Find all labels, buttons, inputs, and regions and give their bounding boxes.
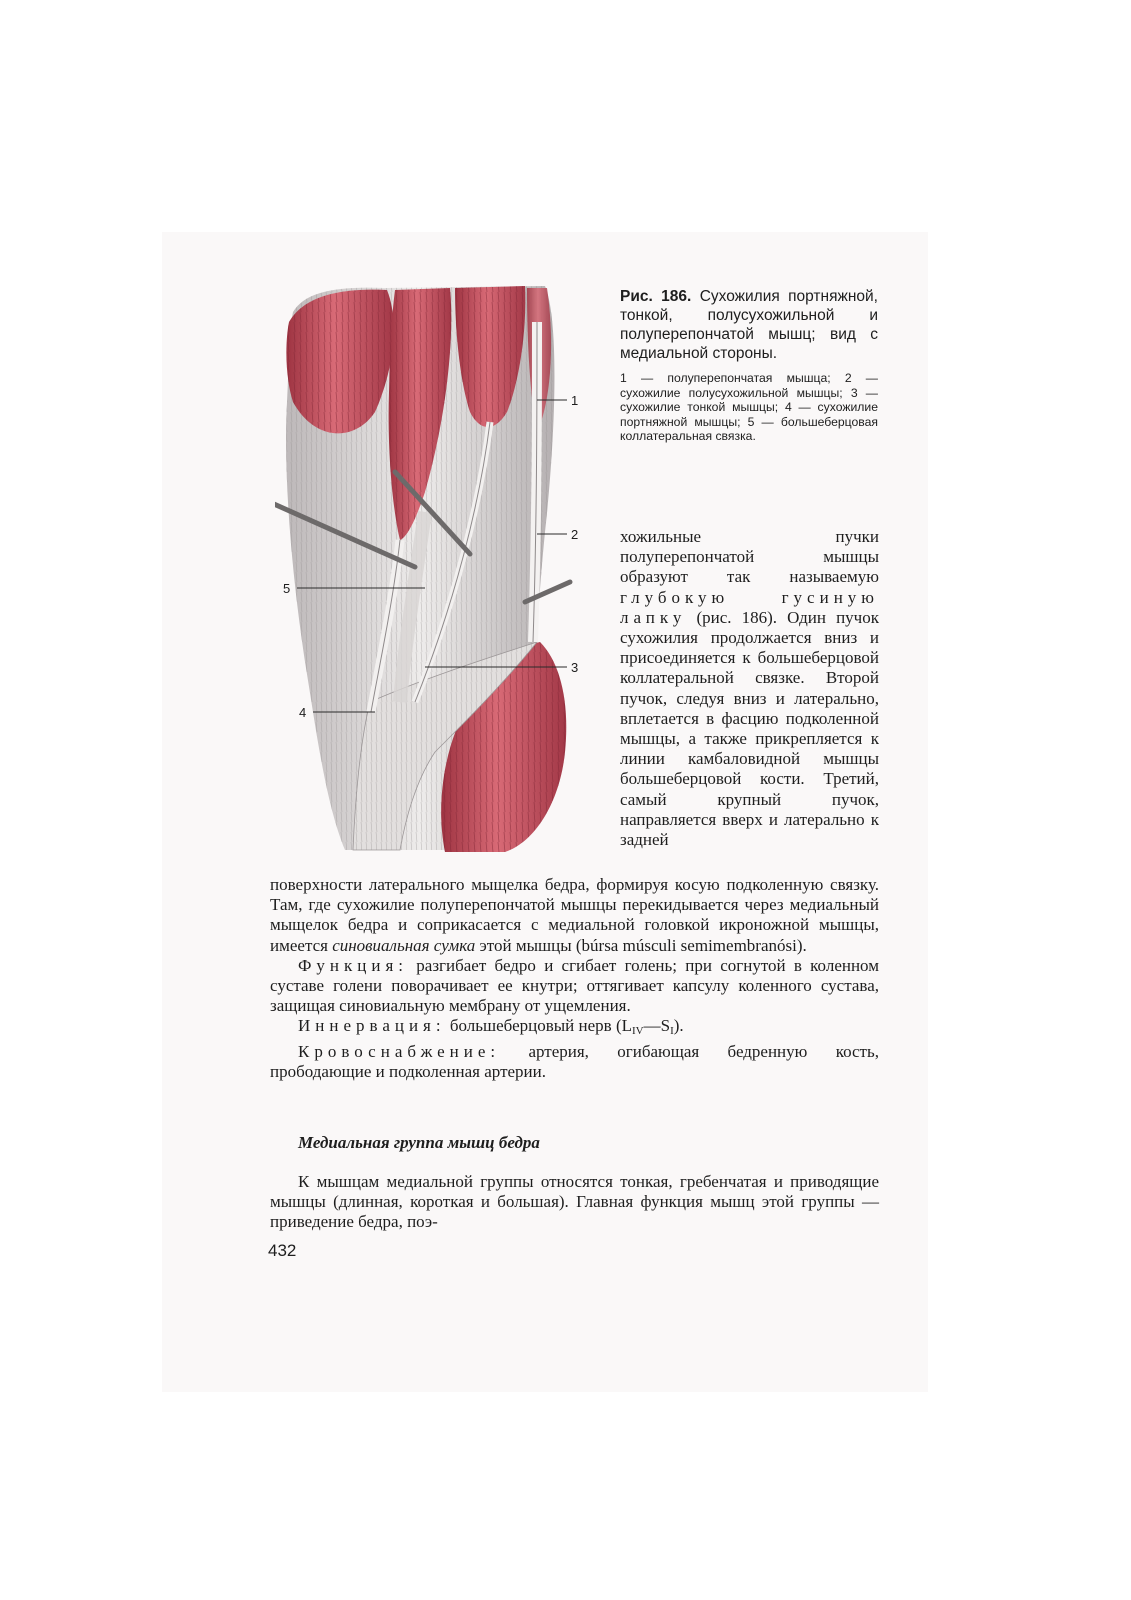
figure-caption-title [620, 287, 878, 363]
figure-legend: 1 — полуперепончатая мышца; 2 — сухожилие полусухожильной мышцы; 3 — сухожилие тонкой мышцы; 4 — сухожилие портняжной мышцы; 5 — большеберцовая коллатеральная связка. [620, 371, 878, 444]
page-number: 432 [268, 1241, 297, 1260]
function-label: Функция: [298, 955, 409, 975]
term-synovial-bursa: синовиальная сумка [332, 935, 476, 955]
function-paragraph [270, 956, 879, 1017]
figure-title: Сухожилия портняжной, тонкой, полусухожильной и полуперепончатой мышц; вид с медиальной стороны. [620, 288, 878, 362]
side-text-start: хожильные пучки полуперепончатой мышцы образуют так называемую [620, 527, 879, 587]
blood-supply-label: Кровоснабжение: [298, 1041, 501, 1061]
innervation-paragraph [270, 1016, 879, 1041]
figure-label-4: 4 [299, 705, 307, 720]
blood-supply-text: артерия, огибающая бедренную кость, прободающие и подколенная артерии. [270, 1041, 879, 1081]
figure-label-2: 2 [571, 527, 579, 542]
innervation-subscript-1: IV [632, 1025, 644, 1038]
term-deep-pes-anserinus: глубокую гусиную лапку [620, 587, 879, 627]
figure-label-1: 1 [571, 393, 579, 408]
continuation-paragraph [270, 875, 879, 956]
innervation-subscript-2: I [670, 1025, 674, 1038]
innervation-text: большеберцовый нерв (L [445, 1016, 632, 1036]
figure-caption [620, 287, 878, 444]
section-heading: Медиальная группа мышц бедра [298, 1133, 540, 1152]
side-text-rest: (рис. 186). Один пучок сухожилия продолжается вниз и присоединяется к большеберцовой коллатеральной связке. Второй пучок, следуя вниз и латерально, вплетается в фасцию подколенной мышцы, а также прикрепляется к линии камбаловидной мышцы большеберцовой кости. Третий, самый крупный пучок, направляется вверх и латерально к задней [620, 607, 879, 850]
function-text: разгибает бедро и сгибает голень; при согнутой в коленном суставе голени поворачивает ее кнутри; оттягивает капсулу коленного сустава, защищая синовиальную мембрану от ущемления. [270, 955, 879, 1016]
main-text-block [270, 875, 879, 1082]
continuation-rest: этой мышцы (búrsa músculi semimembranósi). [475, 935, 807, 955]
figure-186-illustration [275, 282, 605, 852]
side-paragraph [620, 527, 879, 850]
innervation-label: Иннервация: [298, 1016, 446, 1036]
innervation-mid: —S [643, 1016, 671, 1036]
blood-supply-paragraph [270, 1042, 879, 1082]
continuation-text: поверхности латерального мыщелка бедра, формируя косую подколенную связку. Там, где сухожилие полуперепончатой мышцы перекидывается через медиальный мыщелок бедра и соприкасается с медиальной головкой икроножной мышцы, имеется [270, 875, 879, 955]
figure-number: Рис. 186. [620, 288, 692, 305]
innervation-end: ). [673, 1016, 684, 1036]
knee-tendons-illustration [275, 282, 605, 852]
figure-label-3: 3 [571, 660, 579, 675]
figure-label-5: 5 [283, 581, 291, 596]
section-paragraph: К мышцам медиальной группы относятся тонкая, гребенчатая и приводящие мышцы (длинная, короткая и большая). Главная функция мышц этой группы — приведение бедра, поэ- [270, 1172, 879, 1232]
